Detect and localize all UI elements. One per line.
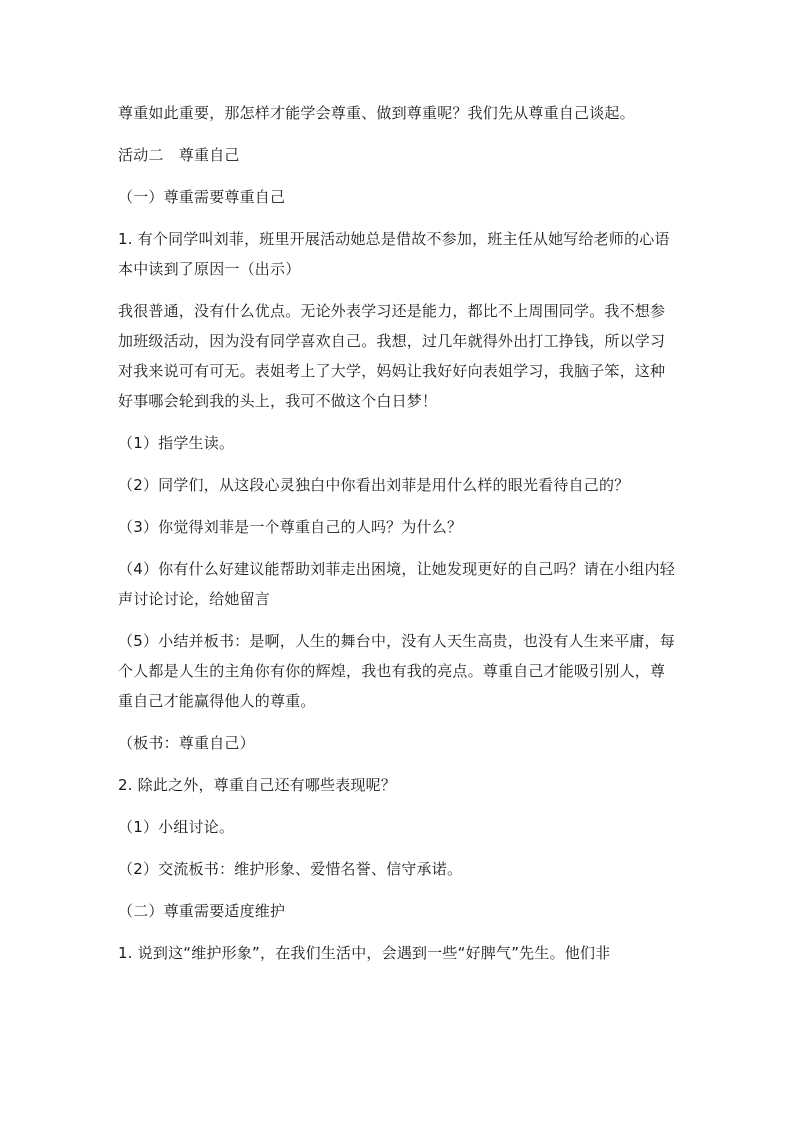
section-heading-1: （一）尊重需要尊重自己 xyxy=(118,188,286,206)
paragraph-intro: 尊重如此重要，那怎样才能学会尊重、做到尊重呢？我们先从尊重自己谈起。 xyxy=(118,104,635,122)
paragraph-board-note: （板书：尊重自己） xyxy=(118,734,255,752)
paragraph-step-3: （3）你觉得刘菲是一个尊重自己的人吗？为什么？ xyxy=(118,518,463,536)
section-heading-2: （二）尊重需要适度维护 xyxy=(118,902,286,920)
paragraph-step-4: （4）你有什么好建议能帮助刘菲走出困境，让她发现更好的自己吗？请在小组内轻声讨论讨论，给她留言 xyxy=(118,560,675,608)
paragraph-item-1: 1. 有个同学叫刘菲，班里开展活动她总是借故不参加，班主任从她写给老师的心语本中读到了原因一（出示） xyxy=(118,230,670,278)
paragraph-exchange: （2）交流板书：维护形象、爱惜名誉、信守承诺。 xyxy=(118,860,463,878)
paragraph-monologue: 我很普通，没有什么优点。无论外表学习还是能力，都比不上周围同学。我不想参加班级活动，因为没有同学喜欢自己。我想，过几年就得外出打工挣钱，所以学习对我来说可有可无。表姐考上了大学，妈妈让我好好向表姐学习，我脑子笨，这种好事哪会轮到我的头上，我可不做这个白日梦！ xyxy=(118,302,666,410)
paragraph-step-1: （1）指学生读。 xyxy=(118,434,235,452)
paragraph-step-2: （2）同学们，从这段心灵独白中你看出刘菲是用什么样的眼光看待自己的？ xyxy=(118,476,630,494)
paragraph-item-3: 1. 说到这“维护形象”，在我们生活中，会遇到一些“好脾气”先生。他们非 xyxy=(118,944,611,962)
paragraph-discussion: （1）小组讨论。 xyxy=(118,818,235,836)
activity-heading: 活动二 尊重自己 xyxy=(118,146,240,164)
document-body xyxy=(118,98,680,980)
paragraph-item-2: 2. 除此之外，尊重自己还有哪些表现呢？ xyxy=(118,776,397,794)
paragraph-step-5: （5）小结并板书：是啊，人生的舞台中，没有人天生高贵，也没有人生来平庸，每个人都是人生的主角你有你的辉煌，我也有我的亮点。尊重自己才能吸引别人，尊重自己才能赢得他人的尊重。 xyxy=(118,632,675,710)
